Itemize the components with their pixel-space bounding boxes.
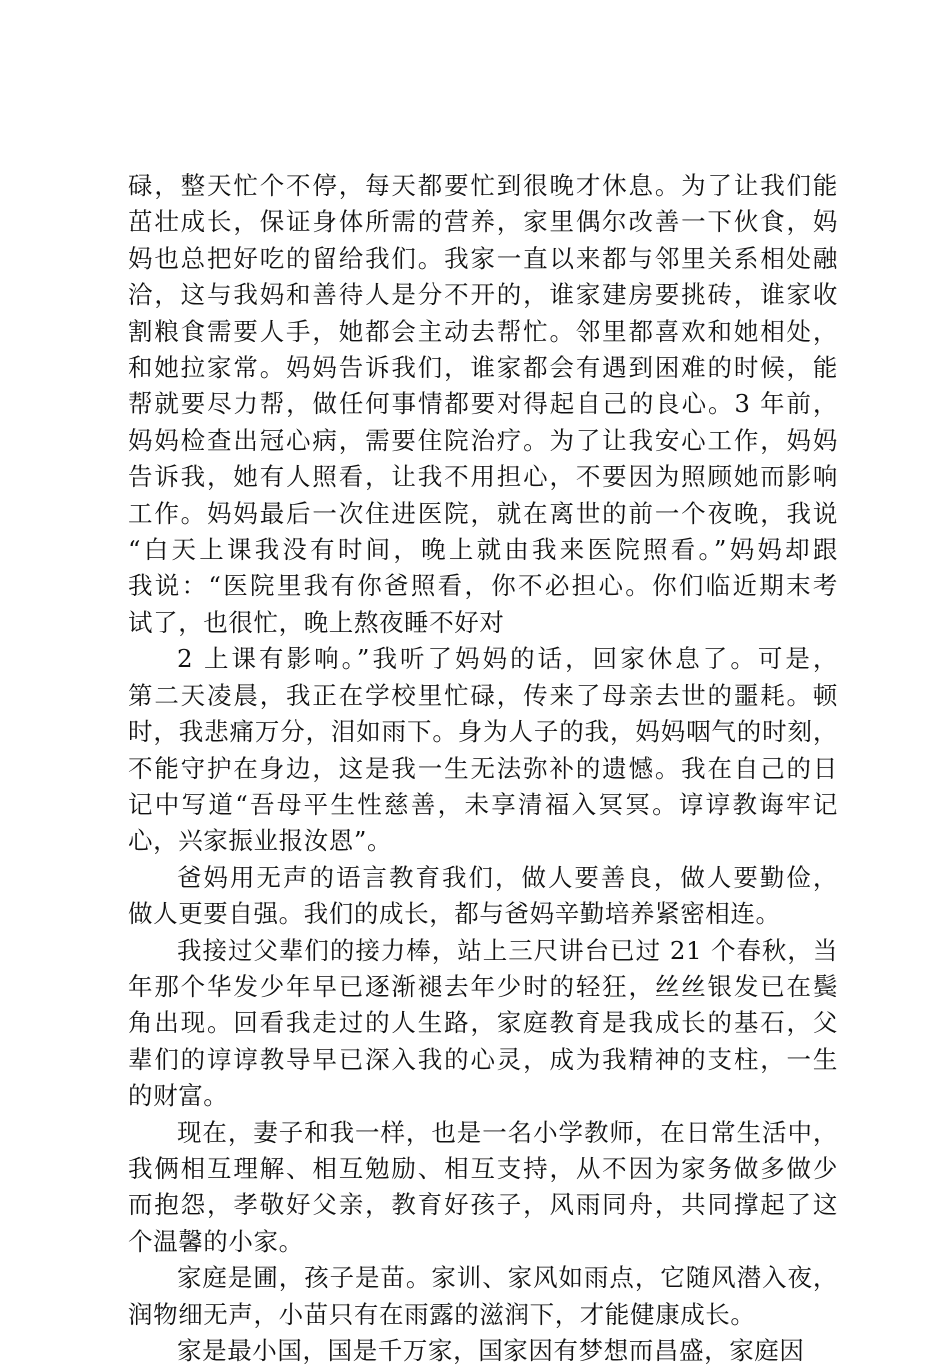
text-line: 妈妈检查出冠心病，需要住院治疗。为了让我安心工作，妈妈 bbox=[128, 425, 838, 455]
paragraph bbox=[128, 933, 838, 1115]
text-line: 的财富。 bbox=[128, 1081, 229, 1111]
paragraph bbox=[128, 641, 838, 859]
text-line: 我接过父辈们的接力棒，站上三尺讲台已过 21 个春秋，当 bbox=[177, 935, 838, 965]
text-line: 心，兴家振业报汝恩”。 bbox=[128, 826, 393, 856]
text-line: 茁壮成长，保证身体所需的营养，家里偶尔改善一下伙食，妈 bbox=[128, 207, 838, 237]
text-line: 家庭是圃，孩子是苗。家训、家风如雨点，它随风潜入夜， bbox=[177, 1263, 838, 1293]
text-line: 不能守护在身边，这是我一生无法弥补的遗憾。我在自己的日 bbox=[128, 753, 838, 783]
text-line: 碌，整天忙个不停，每天都要忙到很晚才休息。为了让我们能 bbox=[128, 171, 838, 200]
text-line: 妈也总把好吃的留给我们。我家一直以来都与邻里关系相处融 bbox=[128, 243, 838, 273]
text-line: 第二天凌晨，我正在学校里忙碌，传来了母亲去世的噩耗。顿 bbox=[128, 680, 838, 710]
text-line: 我说：“医院里我有你爸照看，你不必担心。你们临近期末考 bbox=[128, 571, 838, 601]
text-line: 和她拉家常。妈妈告诉我们，谁家都会有遇到困难的时候，能 bbox=[128, 353, 838, 383]
text-line: 个温馨的小家。 bbox=[128, 1226, 304, 1256]
text-line: 而抱怨，孝敬好父亲，教育好孩子，风雨同舟，共同撑起了这 bbox=[128, 1190, 838, 1220]
text-line: 割粮食需要人手，她都会主动去帮忙。邻里都喜欢和她相处， bbox=[128, 316, 838, 346]
text-line: 帮就要尽力帮，做任何事情都要对得起自己的良心。3 年前， bbox=[128, 389, 838, 419]
text-line: 试了，也很忙，晚上熬夜睡不好对 bbox=[128, 607, 505, 637]
text-line: 洽，这与我妈和善待人是分不开的，谁家建房要挑砖，谁家收 bbox=[128, 280, 838, 310]
text-line: 现在，妻子和我一样，也是一名小学教师，在日常生活中， bbox=[177, 1117, 838, 1147]
text-line: 爸妈用无声的语言教育我们，做人要善良，做人要勤俭， bbox=[177, 862, 838, 892]
text-line: 2 上课有影响。”我听了妈妈的话，回家休息了。可是， bbox=[177, 644, 838, 674]
text-line: “白天上课我没有时间，晚上就由我来医院照看。”妈妈却跟 bbox=[128, 535, 838, 565]
text-line: 润物细无声，小苗只有在雨露的滋润下，才能健康成长。 bbox=[128, 1299, 756, 1329]
text-line: 辈们的谆谆教导早已深入我的心灵，成为我精神的支柱，一生 bbox=[128, 1044, 838, 1074]
paragraph bbox=[128, 1333, 838, 1369]
paragraph bbox=[128, 1260, 838, 1333]
text-line: 角出现。回看我走过的人生路，家庭教育是我成长的基石，父 bbox=[128, 1008, 838, 1038]
body-text bbox=[128, 168, 838, 1369]
paragraph bbox=[128, 168, 838, 641]
paragraph bbox=[128, 860, 838, 933]
text-line: 工作。妈妈最后一次住进医院，就在离世的前一个夜晚，我说 bbox=[128, 498, 838, 528]
text-line: 时，我悲痛万分，泪如雨下。身为人子的我，妈妈咽气的时刻， bbox=[128, 717, 838, 747]
text-line: 做人更要自强。我们的成长，都与爸妈辛勤培养紧密相连。 bbox=[128, 899, 781, 929]
text-line: 年那个华发少年早已逐渐褪去年少时的轻狂，丝丝银发已在鬓 bbox=[128, 971, 838, 1001]
paragraph bbox=[128, 1115, 838, 1261]
text-line: 告诉我，她有人照看，让我不用担心，不要因为照顾她而影响 bbox=[128, 462, 838, 492]
text-line: 我俩相互理解、相互勉励、相互支持，从不因为家务做多做少 bbox=[128, 1153, 838, 1183]
text-line: 记中写道“吾母平生性慈善，未享清福入冥冥。谆谆教诲牢记 bbox=[128, 789, 838, 819]
text-line: 家是最小国，国是千万家，国家因有梦想而昌盛，家庭因 bbox=[177, 1336, 805, 1365]
